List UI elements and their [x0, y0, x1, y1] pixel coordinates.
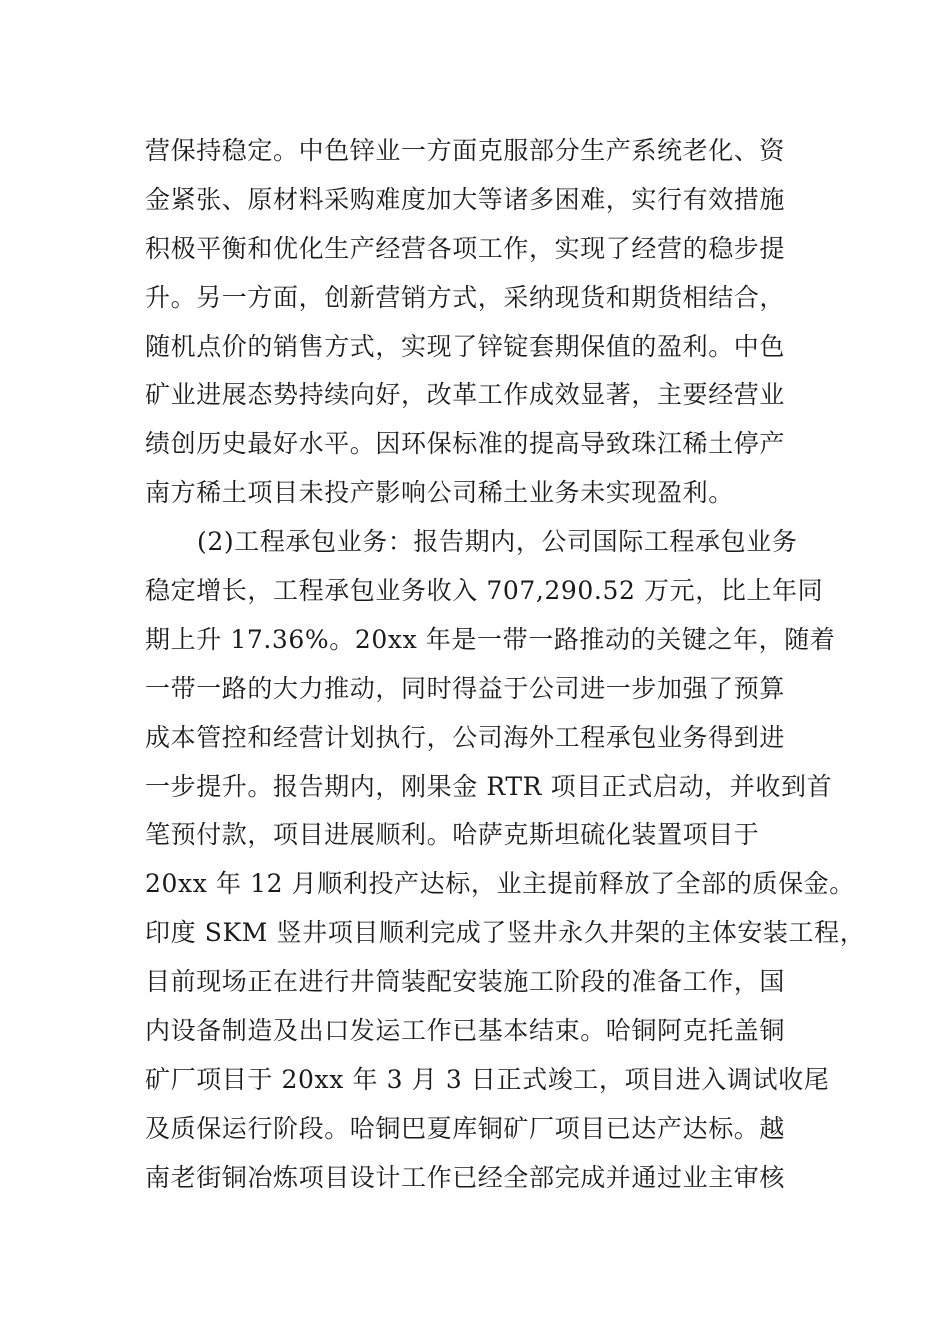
- text-line: 随机点价的销售方式，实现了锌锭套期保值的盈利。中色: [145, 331, 786, 361]
- text-line: 南老街铜冶炼项目设计工作已经全部完成并通过业主审核: [145, 1162, 786, 1192]
- paragraph-start-line: (2)工程承包业务：报告期内，公司国际工程承包业务: [197, 527, 798, 557]
- text-line: 内设备制造及出口发运工作已基本结束。哈铜阿克托盖铜: [145, 1016, 786, 1046]
- text-line: 笔预付款，项目进展顺利。哈萨克斯坦硫化装置项目于: [145, 820, 760, 850]
- text-line: 一带一路的大力推动，同时得益于公司进一步加强了预算: [145, 673, 786, 703]
- text-line: 金紧张、原材料采购难度加大等诸多困难，实行有效措施: [145, 184, 786, 214]
- text-line: 期上升 17.36%。20xx 年是一带一路推动的关键之年，随着: [145, 624, 836, 654]
- text-line: 20xx 年 12 月顺利投产达标，业主提前释放了全部的质保金。: [145, 869, 855, 899]
- text-line: 升。另一方面，创新营销方式，采纳现货和期货相结合，: [145, 282, 786, 312]
- body-text: [145, 127, 866, 1203]
- text-line: 矿业进展态势持续向好，改革工作成效显著，主要经营业: [145, 380, 786, 410]
- text-line: 南方稀土项目未投产影响公司稀土业务未实现盈利。: [145, 478, 734, 508]
- text-line: 矿厂项目于 20xx 年 3 月 3 日正式竣工，项目进入调试收尾: [145, 1064, 830, 1094]
- text-line: 一步提升。报告期内，刚果金 RTR 项目正式启动，并收到首: [145, 771, 833, 801]
- text-line: 成本管控和经营计划执行，公司海外工程承包业务得到进: [145, 722, 786, 752]
- text-line: 及质保运行阶段。哈铜巴夏库铜矿厂项目已达产达标。越: [145, 1113, 786, 1143]
- text-line: 印度 SKM 竖井项目顺利完成了竖井永久井架的主体安装工程，: [145, 918, 866, 948]
- text-line: 目前现场正在进行井筒装配安装施工阶段的准备工作，国: [145, 967, 786, 997]
- text-line: 营保持稳定。中色锌业一方面克服部分生产系统老化、资: [145, 136, 786, 165]
- text-line: 稳定增长，工程承包业务收入 707,290.52 万元，比上年同: [145, 576, 824, 606]
- text-line: 绩创历史最好水平。因环保标准的提高导致珠江稀土停产: [145, 429, 786, 459]
- text-line: 积极平衡和优化生产经营各项工作，实现了经营的稳步提: [145, 233, 786, 263]
